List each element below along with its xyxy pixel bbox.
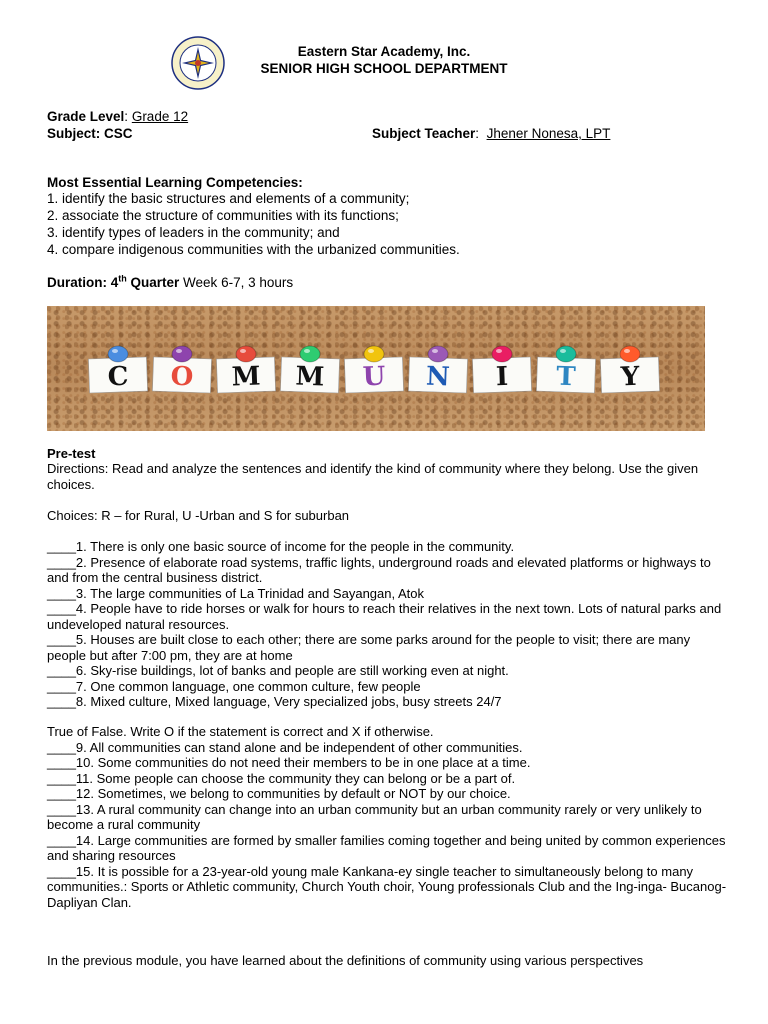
pretest-choices: Choices: R – for Rural, U -Urban and S for suburban — [47, 508, 350, 523]
push-pin-shine — [432, 349, 438, 353]
push-pin-shine — [624, 349, 630, 353]
push-pin-icon — [492, 346, 512, 362]
true-false-item: ____11. Some people can choose the community they can belong or be a part of. — [47, 770, 516, 786]
true-false-item: ____10. Some communities do not need their members to be in one place at a time. — [47, 755, 531, 770]
duration-sup: th — [118, 273, 127, 284]
pretest-directions: Directions: Read and analyze the sentences and identify the kind of community where they belong. Use the given choices. — [47, 461, 699, 492]
pretest-item: ____4. People have to ride horses or walk for hours to reach their relatives in the next town. Lots of natural parks and undeveloped natural resources. — [47, 601, 722, 632]
push-pin-shine — [368, 349, 374, 353]
subject-teacher-row: Subject Teacher: Jhener Nonesa, LPT — [372, 126, 611, 141]
letter-glyph: N — [425, 361, 451, 393]
push-pin-shine — [304, 349, 310, 353]
push-pin-icon — [172, 346, 192, 362]
grade-level-row: Grade Level: Grade 12 — [47, 109, 189, 124]
subject-teacher-value: Jhener Nonesa, LPT — [486, 126, 611, 141]
push-pin-shine — [240, 349, 246, 353]
pretest-item: ____3. The large communities of La Trinidad and Sayangan, Atok — [47, 585, 425, 601]
competency-item: 3. identify types of leaders in the community; and — [47, 225, 340, 240]
school-name: Eastern Star Academy, Inc. — [297, 44, 471, 59]
department-name: SENIOR HIGH SCHOOL DEPARTMENT — [260, 61, 508, 76]
duration-label: Duration: 4 — [47, 275, 119, 290]
letter-glyph: C — [107, 361, 129, 393]
true-false-section — [47, 724, 727, 910]
letter-glyph: U — [362, 361, 386, 393]
letter-glyph: M — [295, 361, 325, 393]
push-pin-icon — [556, 346, 576, 362]
duration-value: Week 6-7, 3 hours — [179, 275, 294, 290]
grade-level-value: Grade 12 — [131, 109, 189, 124]
pretest-item: ____7. One common language, one common culture, few people — [47, 678, 421, 694]
letter-glyph: I — [495, 361, 509, 393]
subject-teacher-label: Subject Teacher — [372, 126, 476, 141]
competency-item: 1. identify the basic structures and elements of a community; — [47, 191, 410, 206]
push-pin-icon — [364, 346, 384, 362]
true-false-item: ____15. It is possible for a 23-year-old young male Kankana-ey single teacher to simultaneously belong to many communities.: Sports or Athletic community, Church Youth choir, Young professionals Club and the Ing-inga- Bucanog-Dapliyan Clan. — [47, 863, 727, 910]
competency-item: 4. compare indigenous communities with the urbanized communities. — [47, 242, 460, 257]
pretest-item: ____5. Houses are built close to each other; there are some parks around for the people to visit; there are many people but after 7:00 pm, they are at home — [47, 632, 691, 663]
push-pin-shine — [112, 349, 118, 353]
true-false-item: ____14. Large communities are formed by smaller families coming together and being united by common experiences and sharing resources — [47, 832, 726, 863]
pretest-item: ____1. There is only one basic source of income for the people in the community. — [47, 539, 515, 554]
push-pin-shine — [176, 349, 182, 353]
push-pin-icon — [620, 346, 640, 362]
true-false-item: ____9. All communities can stand alone and be independent of other communities. — [47, 739, 523, 755]
letter-glyph: M — [231, 361, 261, 393]
closing-paragraph: In the previous module, you have learned about the definitions of community using various perspectives — [47, 953, 644, 968]
letter-glyph: T — [555, 361, 577, 393]
community-banner-image — [47, 306, 705, 431]
true-false-item: ____13. A rural community can change into an urban community but an urban community rarely or very unlikely to become a rural community — [47, 801, 702, 832]
duration-row — [47, 275, 293, 290]
pretest-item: ____2. Presence of elaborate road systems, traffic lights, underground roads and elevated platforms or highways to and from the central business district. — [47, 554, 711, 585]
push-pin-shine — [496, 349, 502, 353]
true-false-title: True of False. Write O if the statement is correct and X if otherwise. — [47, 724, 434, 739]
subject-label: Subject: CSC — [47, 126, 133, 141]
push-pin-icon — [108, 346, 128, 362]
letter-glyph: O — [170, 361, 194, 393]
competencies-list — [47, 190, 460, 258]
duration-quarter: Quarter — [126, 275, 180, 290]
competencies-title: Most Essential Learning Competencies: — [47, 175, 303, 190]
push-pin-icon — [236, 346, 256, 362]
push-pin-icon — [300, 346, 320, 362]
letter-glyph: Y — [620, 361, 640, 393]
grade-level-label: Grade Level — [47, 109, 125, 124]
competency-item: 2. associate the structure of communities with its functions; — [47, 208, 399, 223]
pretest-title: Pre-test — [47, 446, 96, 461]
true-false-item: ____12. Sometimes, we belong to communities by default or NOT by our choice. — [47, 786, 511, 801]
pretest-item: ____6. Sky-rise buildings, lot of banks and people are still working even at night. — [47, 663, 509, 678]
push-pin-icon — [428, 346, 448, 362]
push-pin-shine — [560, 349, 566, 353]
pretest-item: ____8. Mixed culture, Mixed language, Very specialized jobs, busy streets 24/7 — [47, 694, 502, 709]
pretest-items — [47, 539, 727, 710]
